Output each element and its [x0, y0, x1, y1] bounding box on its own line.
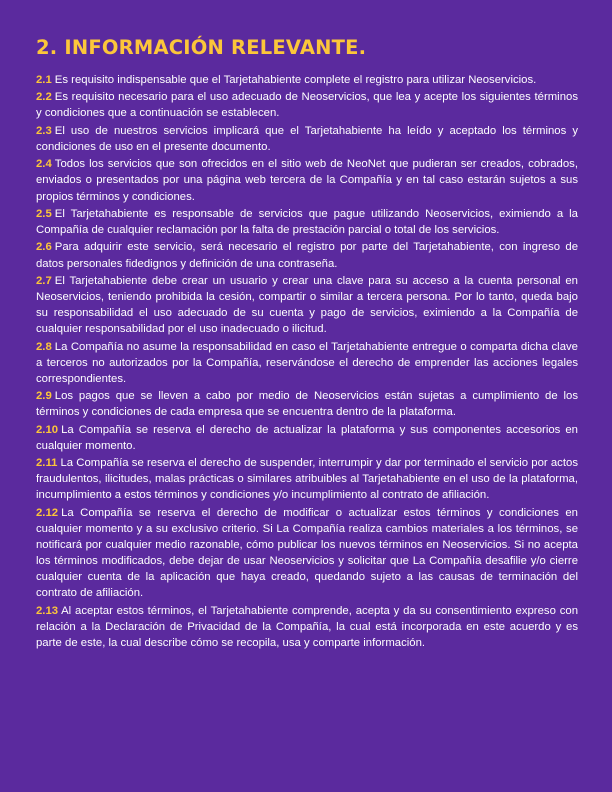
- clause-item: [36, 455, 578, 503]
- clause-number: 2.11: [36, 457, 58, 470]
- clause-item: [36, 339, 578, 387]
- clause-number: 2.3: [36, 124, 52, 137]
- clause-text: La Compañía se reserva el derecho de suspender, interrumpir y dar por terminado el servicio por actos fraudulentos, ilicitudes, malas prácticas o similares atribuibles al Tarjetahabiente en el uso de la plataforma, incumplimiento a estos términos y condiciones y/o incumplimiento al contrato de afiliación.: [36, 457, 578, 502]
- clause-item: [36, 603, 578, 651]
- clause-text: Es requisito necesario para el uso adecuado de Neoservicios, que lea y acepte los siguientes términos y condiciones que a continuación se establecen.: [36, 91, 578, 120]
- clause-list: [36, 72, 578, 651]
- clause-item: [36, 388, 578, 420]
- clause-item: [36, 505, 578, 602]
- clause-item: [36, 422, 578, 454]
- clause-item: [36, 239, 578, 271]
- clause-text: La Compañía se reserva el derecho de modificar o actualizar estos términos y condiciones en cualquier momento y a su exclusivo criterio. Si La Compañía realiza cambios materiales a los términos, se notificará por cualquier medio razonable, cómo publicar los nuevos términos en Neoservicios. Si no acepta los términos modificados, debe dejar de usar Neoservicios y solicitar que La Compañía desafilie y/o cierre cualquier cuenta de la aplicación que haya creado, quedando sujeto a las causas de terminación del contrato de afiliación.: [36, 506, 578, 600]
- section-title: 2. INFORMACIÓN RELEVANTE.: [36, 36, 367, 59]
- clause-item: [36, 123, 578, 155]
- clause-number: 2.4: [36, 158, 52, 171]
- clause-text: Para adquirir este servicio, será necesario el registro por parte del Tarjetahabiente, con ingreso de datos personales fidedignos y definición de una contraseña.: [36, 241, 578, 270]
- clause-number: 2.1: [36, 74, 52, 86]
- clause-text: Es requisito indispensable que el Tarjetahabiente complete el registro para utilizar Neoservicios.: [54, 74, 537, 86]
- clause-number: 2.2: [36, 91, 52, 104]
- clause-number: 2.9: [36, 390, 52, 403]
- clause-item: [36, 273, 578, 337]
- clause-item: [36, 72, 578, 88]
- clause-text: Los pagos que se lleven a cabo por medio de Neoservicios están sujetas a cumplimiento de los términos y condiciones de cada empresa que se encuentra dentro de la plataforma.: [36, 390, 578, 419]
- clause-text: La Compañía no asume la responsabilidad en caso el Tarjetahabiente entregue o comparta dicha clave a terceros no autorizados por la Compañía, reservándose el derecho de emprender las acciones legales correspondientes.: [36, 340, 578, 385]
- clause-number: 2.6: [36, 241, 52, 254]
- clause-text: El uso de nuestros servicios implicará que el Tarjetahabiente ha leído y aceptado los términos y condiciones de uso en el presente documento.: [36, 124, 578, 153]
- clause-text: Todos los servicios que son ofrecidos en el sitio web de NeoNet que pudieran ser creados, cobrados, enviados o presentados por una página web tercera de la Compañía y en tal caso estarán sujetos a sus propios términos y condiciones.: [36, 158, 578, 203]
- clause-number: 2.5: [36, 207, 52, 220]
- clause-item: [36, 89, 578, 121]
- clause-number: 2.10: [36, 423, 59, 436]
- clause-text: Al aceptar estos términos, el Tarjetahabiente comprende, acepta y da su consentimiento expreso con relación a la Declaración de Privacidad de la Compañía, la cual está incorporada en este acuerdo y es parte de este, la cual describe cómo se recopila, usa y comparte información.: [36, 604, 578, 649]
- clause-number: 2.13: [36, 604, 59, 617]
- clause-item: [36, 156, 578, 204]
- clause-number: 2.7: [36, 274, 52, 287]
- clause-number: 2.12: [36, 506, 59, 519]
- clause-number: 2.8: [36, 340, 52, 353]
- clause-text: El Tarjetahabiente debe crear un usuario y crear una clave para su acceso a la cuenta personal en Neoservicios, teniendo prohibida la cesión, compartir o similar a tercera persona. Por lo tanto, queda bajo su responsabilidad el uso adecuado de su cuenta y pago de servicios, eximiendo a la Compañía de cualquier responsabilidad por el uso inadecuado o ilicitud.: [36, 274, 578, 336]
- clause-text: El Tarjetahabiente es responsable de servicios que pague utilizando Neoservicios, eximiendo a la Compañía de cualquier reclamación por la falta de prestación parcial o total de los servicios.: [36, 207, 578, 237]
- clause-text: La Compañía se reserva el derecho de actualizar la plataforma y sus componentes accesorios en cualquier momento.: [36, 423, 578, 452]
- clause-item: [36, 206, 578, 238]
